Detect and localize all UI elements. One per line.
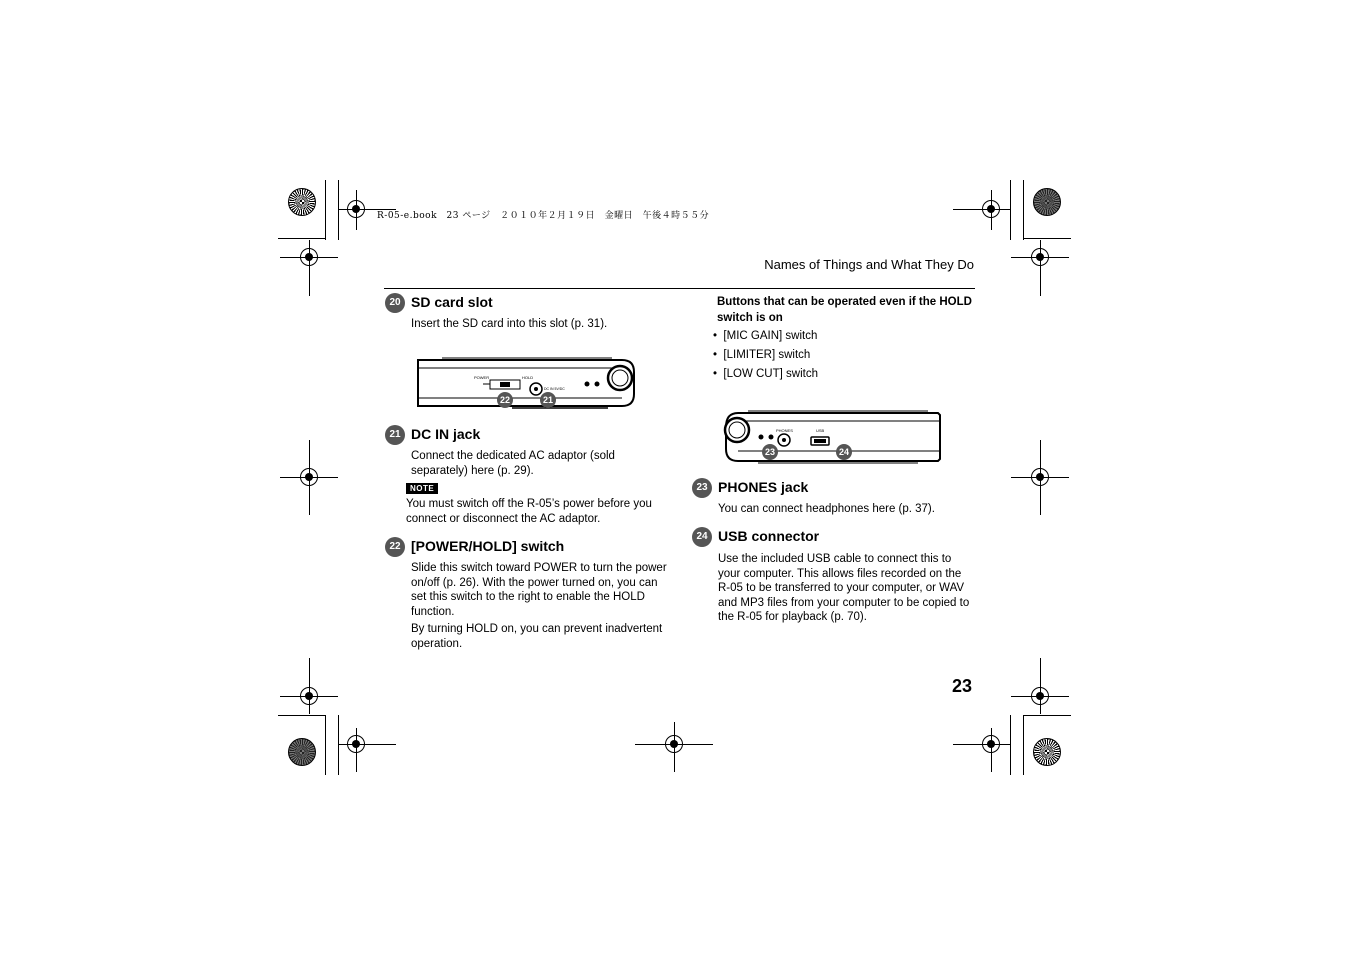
section-number-21: 21	[385, 425, 405, 445]
section-number-20: 20	[385, 293, 405, 313]
hold-operable-heading: Buttons that can be operated even if the HOLD switch is on	[717, 296, 972, 324]
bullet-item: • [LOW CUT] switch	[713, 368, 818, 380]
header-rule	[384, 288, 975, 289]
bullet-item: • [MIC GAIN] switch	[713, 330, 818, 342]
label-dc-in: DC IN 5V/DC	[544, 387, 565, 391]
callout-22: 22	[499, 395, 511, 405]
note-badge: NOTE	[406, 483, 438, 494]
section-title-phones-jack: PHONES jack	[718, 479, 809, 495]
section-text-power-hold-1: Slide this switch toward POWER to turn the power on/off (p. 26). With the power turned on, you can set this switch to the right to enable the HOLD function.	[411, 562, 667, 618]
label-phones: PHONES	[776, 428, 793, 433]
callout-24: 24	[838, 447, 850, 457]
label-hold: HOLD	[522, 375, 534, 380]
section-number-24: 24	[692, 527, 712, 547]
section-title-power-hold-switch: [POWER/HOLD] switch	[411, 538, 565, 554]
section-number-22: 22	[385, 537, 405, 557]
label-usb: USB	[816, 428, 825, 433]
callout-21: 21	[542, 395, 554, 405]
bullet-item: • [LIMITER] switch	[713, 349, 811, 361]
section-title-usb-connector: USB connector	[718, 528, 820, 544]
note-text: You must switch off the R-05’s power before you connect or disconnect the AC adaptor.	[406, 498, 652, 525]
running-title: Names of Things and What They Do	[764, 257, 974, 272]
device-left-side-figure	[412, 350, 642, 412]
section-text-phones-jack: You can connect headphones here (p. 37).	[718, 503, 935, 515]
section-text-sd-card-slot: Insert the SD card into this slot (p. 31).	[411, 318, 608, 330]
page-number: 23	[952, 676, 973, 696]
section-title-sd-card-slot: SD card slot	[411, 294, 493, 310]
section-text-usb-connector: Use the included USB cable to connect this to your computer. This allows files recorded on the R-05 to be transferred to your computer, or WAV and MP3 files from your computer to be copied to the R-05 for playback (p. 70).	[718, 553, 970, 623]
device-right-side-figure	[718, 405, 948, 467]
section-text-dc-in-jack: Connect the dedicated AC adaptor (sold separately) here (p. 29).	[411, 450, 615, 477]
file-stamp: R-05-e.book 23 ページ ２０１０年２月１９日 金曜日 午後４時５５分	[377, 211, 710, 221]
section-number-23: 23	[692, 478, 712, 498]
section-text-power-hold-2: By turning HOLD on, you can prevent inadvertent operation.	[411, 623, 663, 650]
section-title-dc-in-jack: DC IN jack	[411, 426, 481, 442]
label-power: POWER	[474, 375, 490, 380]
callout-23: 23	[764, 447, 776, 457]
